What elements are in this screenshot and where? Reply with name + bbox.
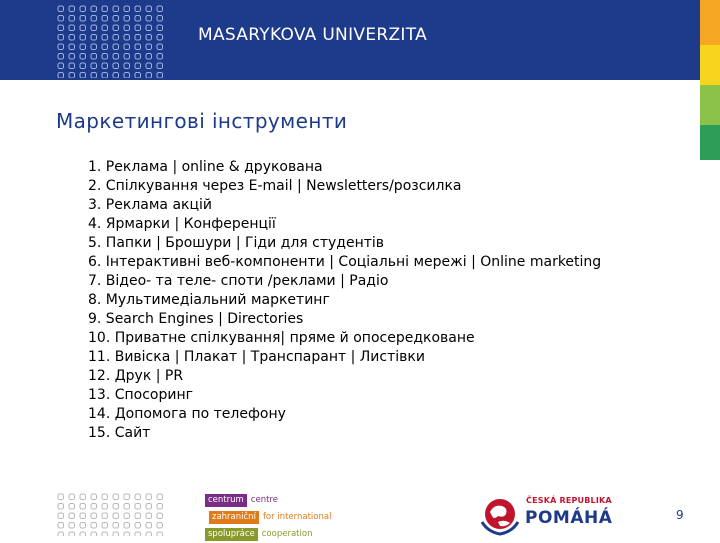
grid-dot: [124, 532, 130, 536]
grid-dot: [80, 513, 86, 519]
grid-dot: [157, 35, 163, 41]
grid-dot: [80, 6, 86, 12]
grid-dot: [135, 523, 141, 529]
grid-dot: [113, 35, 119, 41]
grid-dot: [58, 54, 64, 60]
grid-dot: [146, 73, 152, 79]
grid-dot: [135, 35, 141, 41]
list-item: 4. Ярмарки | Конференції: [88, 216, 276, 232]
grid-dot: [124, 504, 130, 510]
list-item: 6. Інтерактивні веб-компоненти | Соціальні мережі | Online marketing: [88, 254, 602, 270]
grid-dot: [58, 35, 64, 41]
grid-dot: [80, 16, 86, 22]
grid-dot: [113, 513, 119, 519]
list-item: 2. Спілкування через E-mail | Newsletters/розсилка: [88, 178, 462, 194]
grid-dot: [102, 532, 108, 536]
grid-dot: [102, 73, 108, 79]
cz-box: zahraniční: [209, 511, 259, 524]
grid-dot: [124, 35, 130, 41]
grid-dot: [146, 54, 152, 60]
grid-dot: [135, 494, 141, 500]
grid-dot: [124, 63, 130, 69]
grid-dot: [157, 6, 163, 12]
grid-dot: [69, 63, 75, 69]
grid-dot: [102, 504, 108, 510]
grid-dot: [69, 523, 75, 529]
globe-hands-icon: [478, 492, 522, 536]
grid-dot: [69, 25, 75, 31]
grid-dot: [69, 16, 75, 22]
grid-dot: [102, 523, 108, 529]
grid-dot: [102, 54, 108, 60]
grid-dot: [135, 16, 141, 22]
grid-dot: [80, 63, 86, 69]
header-banner: [0, 0, 700, 80]
list-item: 10. Приватне спілкування| пряме й опосередковане: [88, 330, 475, 346]
grid-dot: [135, 532, 141, 536]
grid-dot: [58, 494, 64, 500]
grid-dot: [91, 523, 97, 529]
grid-dot: [146, 63, 152, 69]
grid-dot: [146, 504, 152, 510]
grid-dot: [157, 532, 163, 536]
grid-dot: [135, 73, 141, 79]
grid-dot: [69, 35, 75, 41]
list-item: 14. Допомога по телефону: [88, 406, 286, 422]
grid-dot: [146, 523, 152, 529]
czech-republic-helps-logo: [478, 490, 613, 540]
grid-dot: [91, 6, 97, 12]
grid-dot: [146, 25, 152, 31]
tools-list: [88, 158, 601, 443]
grid-dot: [135, 504, 141, 510]
grid-dot: [146, 35, 152, 41]
grid-dot: [157, 63, 163, 69]
grid-dot: [91, 16, 97, 22]
grid-dot: [124, 523, 130, 529]
grid-dot: [135, 54, 141, 60]
grid-dot: [80, 44, 86, 50]
grid-dot: [146, 16, 152, 22]
side-bar-green: [700, 125, 720, 160]
grid-dot: [157, 25, 163, 31]
grid-dot: [113, 25, 119, 31]
grid-dot: [157, 494, 163, 500]
cz-word: cooperation: [261, 529, 313, 539]
grid-dot: [113, 504, 119, 510]
grid-dot: [91, 35, 97, 41]
grid-dot: [58, 6, 64, 12]
list-item: 12. Друк | PR: [88, 368, 184, 384]
grid-dot: [102, 44, 108, 50]
grid-dot: [157, 73, 163, 79]
grid-dot: [135, 513, 141, 519]
list-item: 11. Вивіска | Плакат | Транспарант | Листівки: [88, 349, 425, 365]
grid-dot: [135, 44, 141, 50]
list-item: 9. Search Engines | Directories: [88, 311, 304, 327]
grid-dot: [80, 25, 86, 31]
grid-dot: [58, 25, 64, 31]
grid-dot: [124, 6, 130, 12]
grid-dot: [58, 504, 64, 510]
list-item: 7. Відео- та теле- споти /реклами | Радіо: [88, 273, 389, 289]
grid-dot: [124, 513, 130, 519]
grid-dot: [69, 513, 75, 519]
cz-logo-row: [205, 492, 331, 508]
grid-dot: [146, 44, 152, 50]
grid-dot: [80, 35, 86, 41]
grid-dot: [157, 513, 163, 519]
grid-dot: [91, 532, 97, 536]
list-item: 15. Сайт: [88, 425, 151, 441]
grid-dot: [69, 54, 75, 60]
grid-dot: [69, 504, 75, 510]
grid-dot: [146, 494, 152, 500]
grid-dot: [69, 73, 75, 79]
cz-box: centrum: [205, 494, 247, 507]
grid-dot: [124, 494, 130, 500]
grid-dot: [124, 73, 130, 79]
grid-dot: [102, 35, 108, 41]
list-item: 8. Мультимедіальний маркетинг: [88, 292, 330, 308]
footer-dot-grid: [56, 492, 168, 536]
side-bar-orange: [700, 0, 720, 45]
grid-dot: [113, 6, 119, 12]
grid-dot: [91, 513, 97, 519]
side-color-bars: [700, 0, 720, 160]
grid-dot: [146, 513, 152, 519]
cr-logo-main: POMÁHÁ: [525, 508, 613, 528]
grid-dot: [69, 532, 75, 536]
grid-dot: [80, 54, 86, 60]
grid-dot: [91, 504, 97, 510]
list-item: 1. Реклама | online & друкована: [88, 159, 323, 175]
grid-dot: [80, 523, 86, 529]
grid-dot: [113, 63, 119, 69]
university-name: MASARYKOVA UNIVERZITA: [198, 25, 428, 45]
grid-dot: [102, 494, 108, 500]
grid-dot: [58, 73, 64, 79]
dot-grid-logo: [56, 4, 168, 78]
grid-dot: [113, 44, 119, 50]
grid-dot: [91, 73, 97, 79]
cz-box: spolupráce: [205, 528, 258, 541]
grid-dot: [146, 532, 152, 536]
grid-dot: [80, 494, 86, 500]
grid-dot: [102, 63, 108, 69]
cr-logo-top: ČESKÁ REPUBLIKA: [526, 496, 612, 505]
grid-dot: [113, 532, 119, 536]
grid-dot: [69, 6, 75, 12]
cz-logo: [205, 492, 331, 543]
grid-dot: [113, 54, 119, 60]
grid-dot: [124, 54, 130, 60]
grid-dot: [157, 504, 163, 510]
grid-dot: [113, 73, 119, 79]
grid-dot: [124, 16, 130, 22]
grid-dot: [102, 6, 108, 12]
grid-dot: [58, 532, 64, 536]
grid-dot: [69, 44, 75, 50]
list-item: 3. Реклама акцій: [88, 197, 212, 213]
grid-dot: [124, 25, 130, 31]
grid-dot: [91, 44, 97, 50]
grid-dot: [113, 16, 119, 22]
grid-dot: [135, 63, 141, 69]
grid-dot: [58, 513, 64, 519]
cz-logo-row: [209, 509, 331, 525]
grid-dot: [135, 25, 141, 31]
cz-word: centre: [250, 495, 278, 505]
cz-word: for international: [262, 512, 332, 522]
grid-dot: [58, 16, 64, 22]
slide-title: Маркетингові інструменти: [56, 109, 348, 133]
grid-dot: [58, 44, 64, 50]
grid-dot: [91, 63, 97, 69]
page-number: 9: [676, 508, 684, 522]
grid-dot: [80, 504, 86, 510]
grid-dot: [80, 73, 86, 79]
list-item: 13. Спосоринг: [88, 387, 193, 403]
list-item: 5. Папки | Брошури | Гіди для студентів: [88, 235, 385, 251]
side-bar-lightgreen: [700, 85, 720, 125]
grid-dot: [102, 16, 108, 22]
grid-dot: [69, 494, 75, 500]
grid-dot: [80, 532, 86, 536]
grid-dot: [91, 25, 97, 31]
grid-dot: [113, 494, 119, 500]
grid-dot: [146, 6, 152, 12]
grid-dot: [102, 25, 108, 31]
grid-dot: [157, 16, 163, 22]
grid-dot: [157, 523, 163, 529]
grid-dot: [113, 523, 119, 529]
grid-dot: [135, 6, 141, 12]
grid-dot: [58, 63, 64, 69]
grid-dot: [91, 54, 97, 60]
side-bar-yellow: [700, 45, 720, 85]
grid-dot: [91, 494, 97, 500]
grid-dot: [157, 54, 163, 60]
grid-dot: [124, 44, 130, 50]
grid-dot: [102, 513, 108, 519]
grid-dot: [157, 44, 163, 50]
grid-dot: [58, 523, 64, 529]
